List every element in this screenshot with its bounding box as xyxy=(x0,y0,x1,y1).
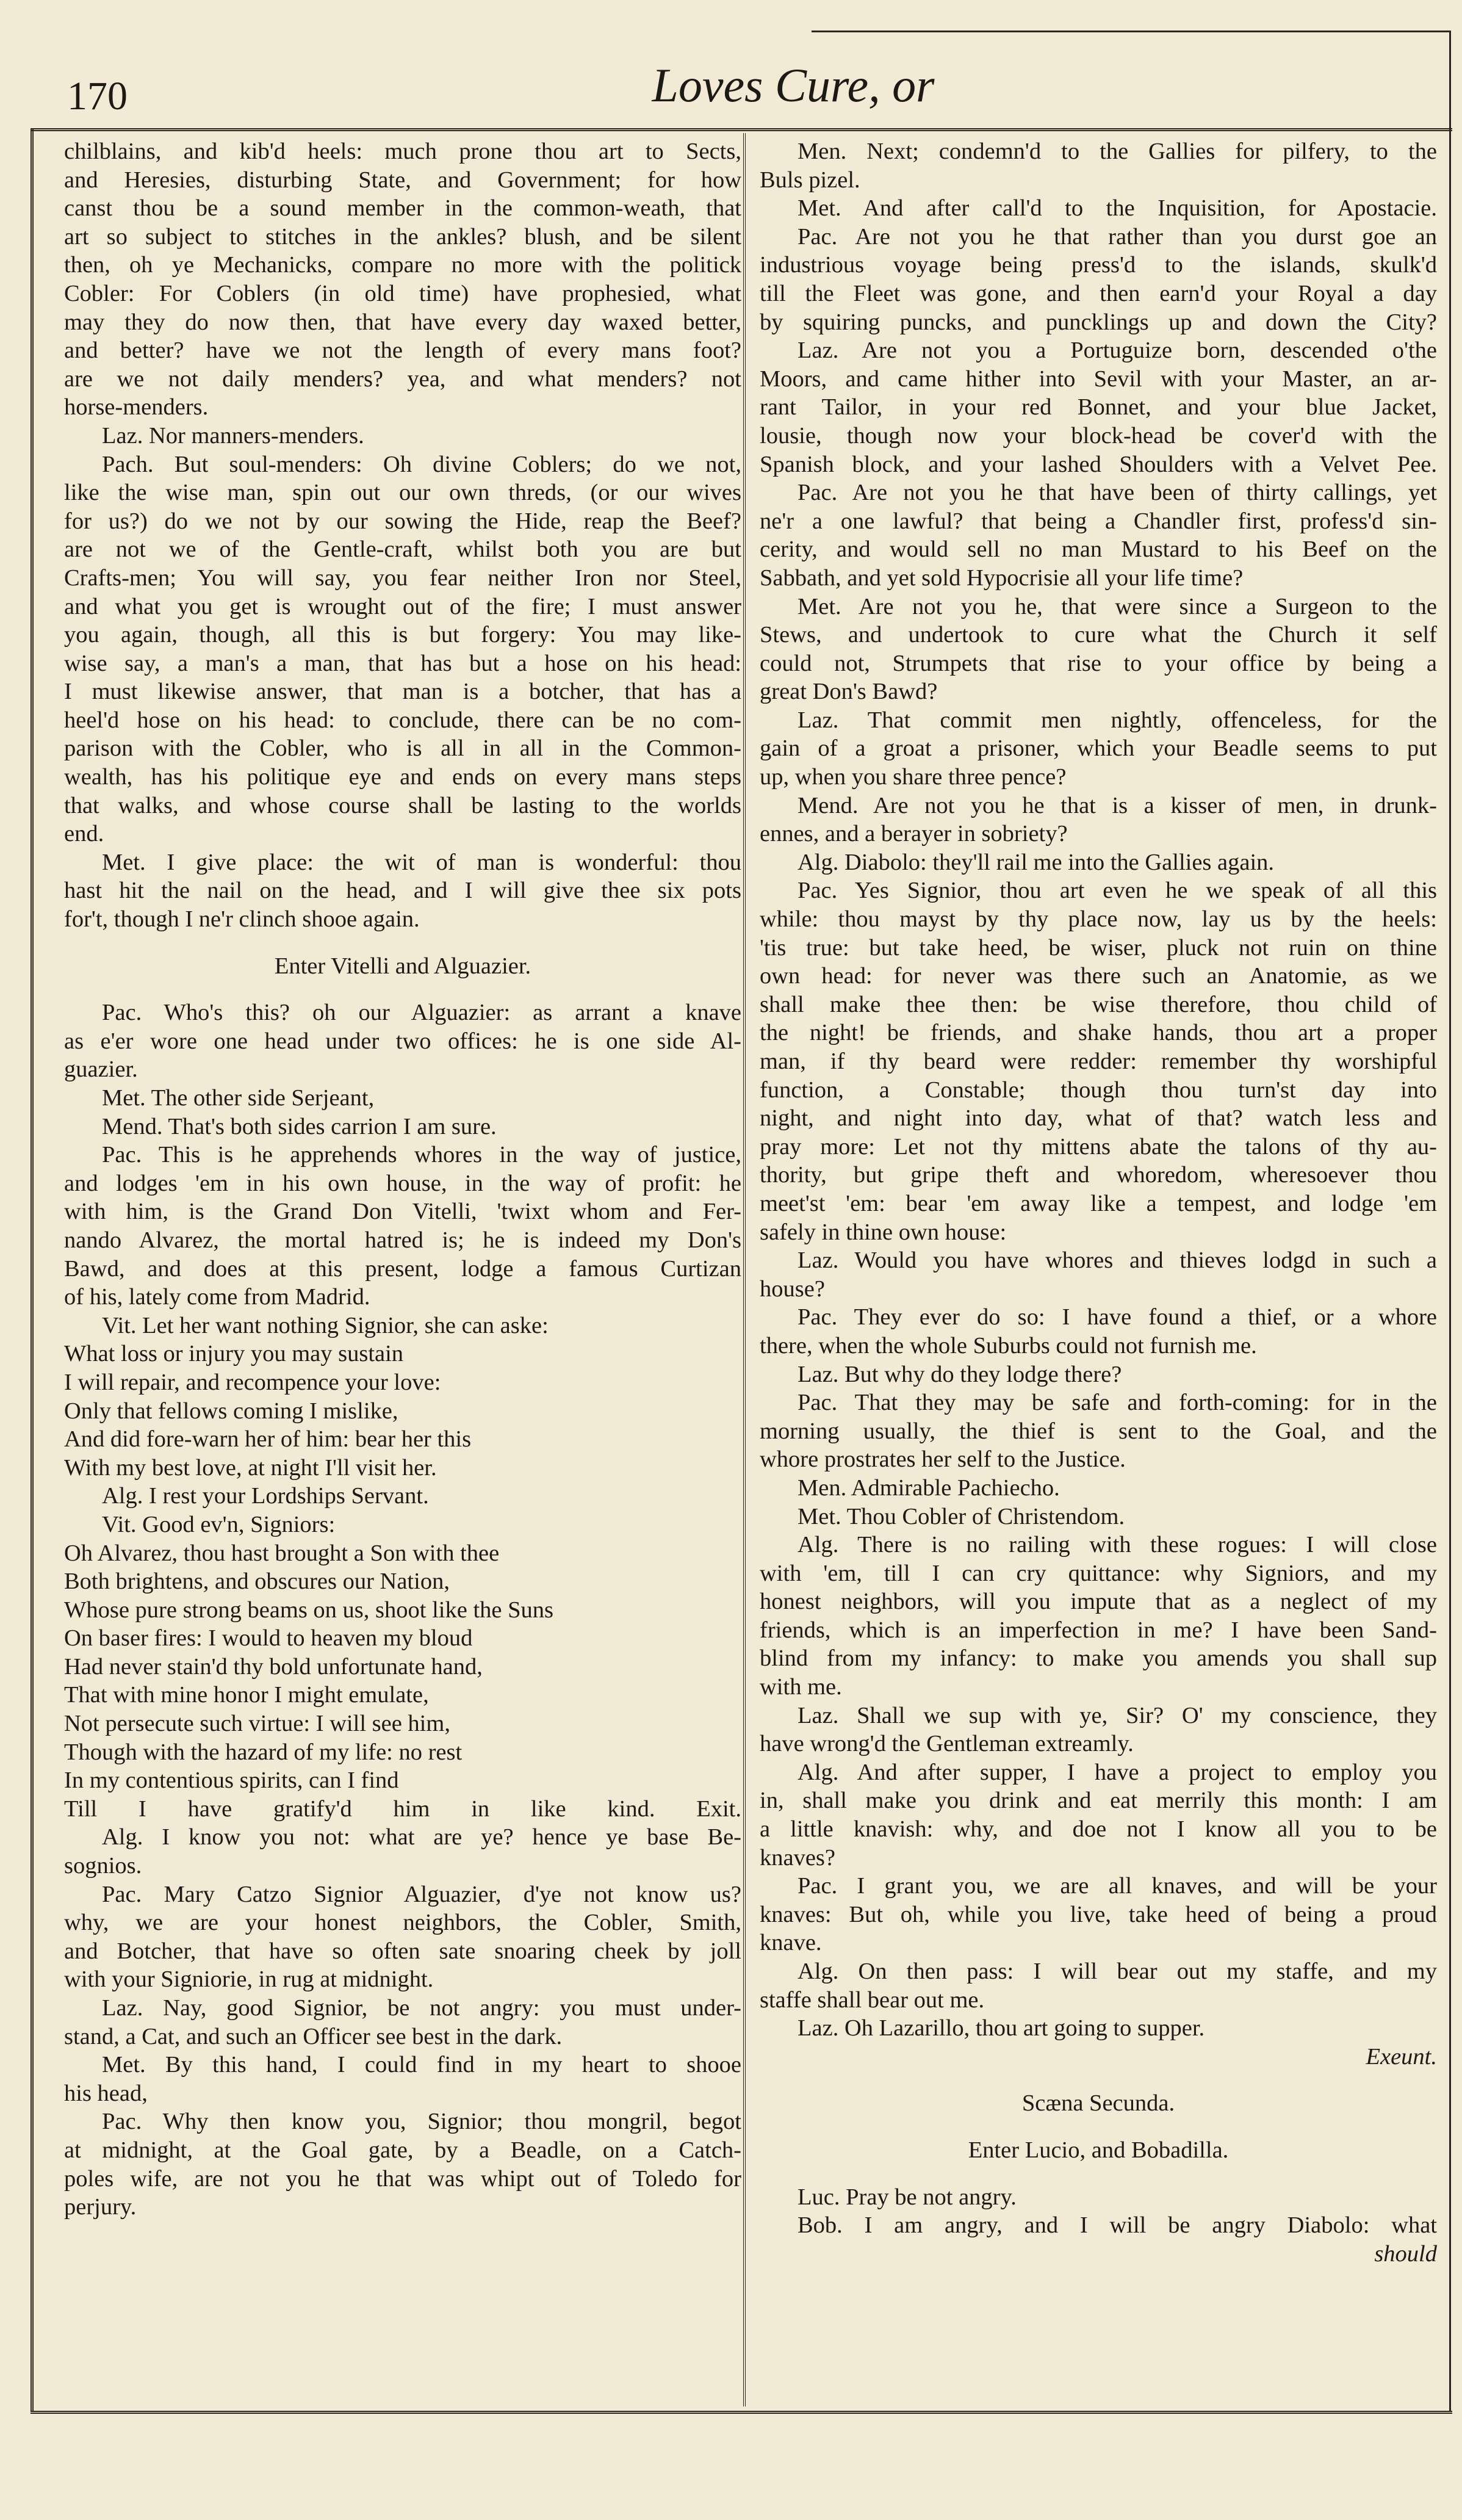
text-line: Met. Thou Cobler of Christendom. xyxy=(798,1503,1125,1529)
text-line: gain of a groat a prisoner, which your Beadle seems to put xyxy=(760,735,1437,762)
text-line: whore prostrates her self to the Justice. xyxy=(760,1446,1126,1473)
text-line: Pac. Why then know you, Signior; thou mongril, begot xyxy=(102,2109,741,2135)
text-line: with me. xyxy=(760,1674,842,1700)
text-line: Laz. Are not you a Portuguize born, descended o'the xyxy=(798,338,1437,364)
text-line: like the wise man, spin out our own threds, (or our wives xyxy=(64,480,741,506)
text-line: ne'r a one lawful? that being a Chandler first, profess'd sin- xyxy=(760,508,1437,534)
text-line: and Heresies, disturbing State, and Government; for how xyxy=(64,167,741,193)
text-line: I must likewise answer, that man is a botcher, that has a xyxy=(64,679,741,705)
text-line: a little knavish: why, and doe not I know all you to be xyxy=(760,1816,1437,1843)
text-line: That with mine honor I might emulate, xyxy=(64,1682,429,1708)
text-line: perjury. xyxy=(64,2194,137,2220)
text-line: should xyxy=(1374,2240,1437,2267)
text-line: Spanish block, and your lashed Shoulders with a Velvet Pee. xyxy=(760,451,1437,477)
text-line: Pach. But soul-menders: Oh divine Coblers; do we not, xyxy=(102,451,741,477)
text-line: Laz. Nay, good Signior, be not angry: you must under- xyxy=(102,1995,741,2021)
text-line: Pac. Are not you he that have been of thirty callings, yet xyxy=(798,480,1437,506)
text-line: Alg. On then pass: I will bear out my staffe, and my xyxy=(798,1959,1437,1984)
text-line: knaves? xyxy=(760,1844,835,1871)
text-line: with him, is the Grand Don Vitelli, 'twixt whom and Fer- xyxy=(64,1199,741,1225)
text-line: till the Fleet was gone, and then earn'd your Royal a day xyxy=(760,280,1437,306)
text-line: why, we are your honest neighbors, the Cobler, Smith, xyxy=(64,1910,741,1936)
text-line: hast hit the nail on the head, and I will give thee six pots xyxy=(64,878,741,904)
text-line: Vit. Good ev'n, Signiors: xyxy=(102,1511,336,1537)
text-line: canst thou be a sound member in the common-weath, that xyxy=(64,195,741,222)
text-line: Enter Lucio, and Bobadilla. xyxy=(968,2137,1229,2163)
text-line: meet'st 'em: bear 'em away like a tempest, and lodge 'em xyxy=(760,1190,1437,1216)
text-line: are we not daily menders? yea, and what menders? not xyxy=(64,366,741,392)
text-line: Scæna Secunda. xyxy=(1021,2090,1175,2117)
text-line: blind from my infancy: to make you amends you shall sup xyxy=(760,1645,1437,1672)
text-line: Alg. And after supper, I have a project to employ you xyxy=(798,1759,1437,1785)
text-line: Oh Alvarez, thou hast brought a Son with thee xyxy=(64,1540,500,1566)
header-rule xyxy=(812,31,1449,32)
text-line: Bob. I am angry, and I will be angry Diabolo: what xyxy=(798,2212,1437,2239)
text-line: Both brightens, and obscures our Nation, xyxy=(64,1569,450,1595)
text-line: Cobler: For Coblers (in old time) have prophesied, what xyxy=(64,280,741,306)
text-line: I will repair, and recompence your love: xyxy=(64,1369,441,1395)
text-line: parison with the Cobler, who is all in all in the Common- xyxy=(64,735,741,762)
text-line: night, and night into day, what of that? watch less and xyxy=(760,1105,1437,1132)
text-line: Met. By this hand, I could find in my heart to shooe xyxy=(102,2052,741,2078)
text-line: Men. Admirable Pachiecho. xyxy=(798,1475,1060,1501)
text-line: function, a Constable; though thou turn'st day into xyxy=(760,1077,1437,1103)
text-line: Mend. That's both sides carrion I am sure. xyxy=(102,1113,497,1139)
text-line: And did fore-warn her of him: bear her this xyxy=(64,1426,472,1453)
text-line: stand, a Cat, and such an Officer see best in the dark. xyxy=(64,2023,563,2049)
text-line: Laz. Oh Lazarillo, thou art going to supper. xyxy=(798,2015,1205,2042)
text-line: Crafts-men; You will say, you fear neither Iron nor Steel, xyxy=(64,565,741,591)
text-line: Exeunt. xyxy=(1366,2043,1437,2070)
text-line: nando Alvarez, the mortal hatred is; he is indeed my Don's xyxy=(64,1227,741,1253)
text-line: Sabbath, and yet sold Hypocrisie all your life time? xyxy=(760,565,1244,591)
page-number: 170 xyxy=(67,74,128,118)
text-line: and Botcher, that have so often sate snoaring cheek by joll xyxy=(64,1938,741,1964)
text-line: cerity, and would sell no man Mustard to his Beef on the xyxy=(760,536,1437,563)
text-line: Met. I give place: the wit of man is wonderful: thou xyxy=(102,849,741,875)
text-line: his head, xyxy=(64,2080,148,2106)
text-line: Laz. Would you have whores and thieves lodgd in such a xyxy=(798,1247,1437,1274)
text-line: Mend. Are not you he that is a kisser of men, in drunk- xyxy=(798,792,1437,818)
bottom-rule xyxy=(31,2411,1452,2414)
text-line: Pac. They ever do so: I have found a thief, or a whore xyxy=(798,1304,1437,1330)
text-line: Met. And after call'd to the Inquisition, for Apostacie. xyxy=(798,195,1437,222)
text-line: house? xyxy=(760,1276,825,1302)
text-line: industrious voyage being press'd to the islands, skulk'd xyxy=(760,252,1437,278)
text-line: Alg. There is no railing with these rogues: I will close xyxy=(798,1532,1437,1558)
text-line: with your Signiorie, in rug at midnight. xyxy=(64,1966,434,1993)
text-line: Only that fellows coming I mislike, xyxy=(64,1398,398,1424)
text-line: wise say, a man's a man, that has but a hose on his head: xyxy=(64,650,741,676)
right-rule xyxy=(1449,31,1451,2411)
text-line: own head: for never was there such an Anatomie, as we xyxy=(760,963,1437,989)
text-line: could not, Strumpets that rise to your office by being a xyxy=(760,650,1437,676)
text-line: ennes, and a berayer in sobriety? xyxy=(760,821,1068,847)
text-line: knave. xyxy=(760,1930,822,1956)
text-line: lousie, though now your block-head be cover'd with the xyxy=(760,422,1437,449)
text-line: chilblains, and kib'd heels: much prone thou art to Sects, xyxy=(64,139,741,164)
text-line: Not persecute such virtue: I will see him, xyxy=(64,1711,450,1737)
text-line: 'tis true: but take heed, be wiser, pluck not ruin on thine xyxy=(760,934,1437,961)
text-line: Pac. Yes Signior, thou art even he we speak of all this xyxy=(798,878,1437,904)
text-line: On baser fires: I would to heaven my bloud xyxy=(64,1625,473,1652)
text-line: then, oh ye Mechanicks, compare no more with the politick xyxy=(64,252,741,278)
text-line: staffe shall bear out me. xyxy=(760,1987,985,2013)
text-line: What loss or injury you may sustain xyxy=(64,1341,404,1367)
text-line: Pac. This is he apprehends whores in the way of justice, xyxy=(102,1142,741,1168)
text-line: have wrong'd the Gentleman extreamly. xyxy=(760,1731,1134,1757)
text-line: Pac. That they may be safe and forth-coming: for in the xyxy=(798,1390,1437,1416)
text-line: while: thou mayst by thy place now, lay us by the heels: xyxy=(760,906,1437,933)
text-line: Laz. But why do they lodge there? xyxy=(798,1361,1122,1387)
text-line: honest neighbors, will you impute that as a neglect of my xyxy=(760,1589,1437,1615)
text-line: sognios. xyxy=(64,1853,142,1879)
text-line: In my contentious spirits, can I find xyxy=(64,1767,399,1794)
text-line: friends, which is an imperfection in me? I have been Sand- xyxy=(760,1617,1437,1643)
text-line: art so subject to stitches in the ankles? blush, and be silent xyxy=(64,223,741,250)
text-line: there, when the whole Suburbs could not furnish me. xyxy=(760,1332,1257,1359)
text-line: of his, lately come from Madrid. xyxy=(64,1284,370,1310)
text-line: at midnight, at the Goal gate, by a Beadle, on a Catch- xyxy=(64,2137,741,2163)
text-line: Buls pizel. xyxy=(760,167,860,193)
text-line: Pac. Are not you he that rather than you durst goe an xyxy=(798,223,1437,250)
left-column xyxy=(64,137,741,2222)
text-line: end. xyxy=(64,821,104,847)
right-column xyxy=(760,137,1437,2268)
text-line: shall make thee then: be wise therefore, thou child of xyxy=(760,991,1437,1017)
text-line: rant Tailor, in your red Bonnet, and your blue Jacket, xyxy=(760,394,1437,421)
text-line: Luc. Pray be not angry. xyxy=(798,2184,1017,2210)
text-line: are not we of the Gentle-craft, whilst both you are but xyxy=(64,536,741,563)
text-line: may they do now then, that have every day waxed better, xyxy=(64,309,741,335)
text-line: by squiring puncks, and puncklings up and down the City? xyxy=(760,309,1437,335)
text-line: Met. Are not you he, that were since a Surgeon to the xyxy=(798,593,1437,619)
text-line: for us?) do we not by our sowing the Hide, reap the Beef? xyxy=(64,508,741,534)
text-line: with 'em, till I can cry quittance: why Signiors, and my xyxy=(760,1560,1437,1586)
text-line: heel'd hose on his head: to conclude, there can be no com- xyxy=(64,707,741,733)
text-line: pray more: Let not thy mittens abate the talons of thy au- xyxy=(760,1133,1437,1160)
text-line: Vit. Let her want nothing Signior, she can aske: xyxy=(102,1312,549,1338)
column-divider xyxy=(743,133,746,2406)
text-line: Moors, and came hither into Sevil with your Master, an ar- xyxy=(760,366,1437,392)
text-line: morning usually, the thief is sent to the Goal, and the xyxy=(760,1418,1437,1444)
text-line: in, shall make you drink and eat merrily this month: I am xyxy=(760,1788,1437,1814)
left-rule xyxy=(31,128,34,2411)
text-line: you again, though, all this is but forgery: You may like- xyxy=(64,622,741,648)
text-line: that walks, and whose course shall be lasting to the worlds xyxy=(64,792,741,818)
text-line: Alg. Diabolo: they'll rail me into the Gallies again. xyxy=(798,849,1275,875)
text-line: Pac. Who's this? oh our Alguazier: as arrant a knave xyxy=(102,1000,741,1026)
running-title: Loves Cure, or xyxy=(652,59,935,112)
text-line: Laz. That commit men nightly, offenceless, for the xyxy=(798,707,1437,733)
text-line: the night! be friends, and shake hands, thou art a proper xyxy=(760,1020,1437,1046)
text-line: Had never stain'd thy bold unfortunate hand, xyxy=(64,1653,483,1680)
text-line: Enter Vitelli and Alguazier. xyxy=(274,953,531,979)
text-line: Though with the hazard of my life: no rest xyxy=(64,1739,463,1765)
text-line: wealth, has his politique eye and ends on every mans steps xyxy=(64,764,741,790)
text-line: Stews, and undertook to cure what the Church it self xyxy=(760,622,1437,648)
text-line: Pac. Mary Catzo Signior Alguazier, d'ye not know us? xyxy=(102,1881,741,1907)
text-line: Men. Next; condemn'd to the Gallies for pilfery, to the xyxy=(798,139,1437,164)
text-line: horse-menders. xyxy=(64,394,209,421)
text-line: With my best love, at night I'll visit her. xyxy=(64,1454,437,1481)
text-line: and what you get is wrought out of the fire; I must answer xyxy=(64,593,741,619)
text-line: Whose pure strong beams on us, shoot like the Suns xyxy=(64,1597,553,1623)
text-line: knaves: But oh, while you live, take heed of being a proud xyxy=(760,1901,1437,1927)
text-line: Met. The other side Serjeant, xyxy=(102,1085,375,1111)
text-line: Laz. Shall we sup with ye, Sir? O' my conscience, they xyxy=(798,1702,1437,1728)
text-line: safely in thine own house: xyxy=(760,1219,1007,1245)
text-line: man, if thy beard were redder: remember thy worshipful xyxy=(760,1049,1437,1074)
top-rule xyxy=(31,128,1452,131)
text-line: up, when you share three pence? xyxy=(760,764,1067,790)
text-line: for't, though I ne'r clinch shooe again. xyxy=(64,906,420,933)
text-line: Alg. I know you not: what are ye? hence ye base Be- xyxy=(102,1824,741,1850)
text-line: Till I have gratify'd him in like kind. Exit. xyxy=(64,1796,741,1822)
text-line: guazier. xyxy=(64,1056,138,1083)
text-line: Laz. Nor manners-menders. xyxy=(102,422,364,449)
text-line: and lodges 'em in his own house, in the way of profit: he xyxy=(64,1170,741,1196)
text-line: Alg. I rest your Lordships Servant. xyxy=(102,1483,429,1509)
text-line: thority, but gripe theft and whoredom, wheresoever thou xyxy=(760,1162,1437,1188)
text-line: great Don's Bawd? xyxy=(760,679,938,705)
text-line: poles wife, are not you he that was whipt out of Toledo for xyxy=(64,2165,741,2192)
text-line: and better? have we not the length of every mans foot? xyxy=(64,338,741,364)
text-line: Pac. I grant you, we are all knaves, and will be your xyxy=(798,1873,1437,1899)
text-line: Bawd, and does at this present, lodge a famous Curtizan xyxy=(64,1255,741,1282)
text-line: as e'er wore one head under two offices: he is one side Al- xyxy=(64,1028,741,1054)
